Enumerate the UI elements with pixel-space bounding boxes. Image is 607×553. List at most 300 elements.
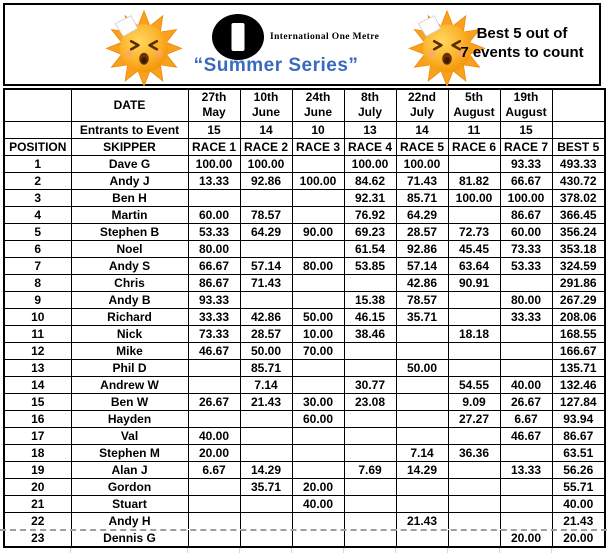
best-cell: 430.72: [552, 172, 605, 189]
table-row: [4, 189, 605, 206]
series-title: “Summer Series”: [193, 55, 359, 76]
race-cell: [448, 529, 500, 547]
faint-gridlines: [3, 548, 604, 553]
race-cell: [344, 427, 396, 444]
race-cell: 92.86: [240, 172, 292, 189]
race-header: RACE 6: [448, 138, 500, 155]
position-cell: 1: [4, 155, 71, 172]
race-cell: 60.00: [500, 223, 552, 240]
race-cell: [292, 291, 344, 308]
race-cell: 53.33: [188, 223, 240, 240]
race-cell: 35.71: [240, 478, 292, 495]
race-cell: [448, 461, 500, 478]
position-cell: 2: [4, 172, 71, 189]
race-cell: 27.27: [448, 410, 500, 427]
race-cell: 26.67: [188, 393, 240, 410]
race-cell: 80.00: [500, 291, 552, 308]
scoring-note-line1: Best 5 out of: [476, 25, 568, 42]
table-row: [4, 495, 605, 512]
skipper-cell: Ben H: [71, 189, 188, 206]
table-row: [4, 206, 605, 223]
skipper-header: SKIPPER: [71, 138, 188, 155]
date-cell: 5th August: [448, 89, 500, 121]
table-row: [4, 512, 605, 529]
empty-cell: [552, 121, 605, 138]
race-cell: 100.00: [396, 155, 448, 172]
race-cell: 72.73: [448, 223, 500, 240]
date-cell: 8th July: [344, 89, 396, 121]
race-cell: 21.43: [396, 512, 448, 529]
race-cell: 40.00: [292, 495, 344, 512]
skipper-cell: Stuart: [71, 495, 188, 512]
position-cell: 9: [4, 291, 71, 308]
table-row: [4, 529, 605, 547]
race-header: RACE 4: [344, 138, 396, 155]
table-row: [4, 393, 605, 410]
race-cell: 7.14: [240, 376, 292, 393]
race-cell: [292, 444, 344, 461]
results-head: [4, 89, 605, 155]
race-cell: [396, 427, 448, 444]
best-cell: 267.29: [552, 291, 605, 308]
position-cell: 19: [4, 461, 71, 478]
race-header: RACE 5: [396, 138, 448, 155]
best-cell: 93.94: [552, 410, 605, 427]
race-cell: 61.54: [344, 240, 396, 257]
best-cell: 86.67: [552, 427, 605, 444]
race-cell: 53.85: [344, 257, 396, 274]
race-cell: 38.46: [344, 325, 396, 342]
position-cell: 18: [4, 444, 71, 461]
race-cell: [344, 495, 396, 512]
scoring-note-line2: 7 events to count: [460, 44, 584, 61]
date-cell: 27th May: [188, 89, 240, 121]
race-cell: 100.00: [292, 172, 344, 189]
position-cell: 4: [4, 206, 71, 223]
race-cell: 21.43: [240, 393, 292, 410]
race-cell: 28.57: [396, 223, 448, 240]
skipper-cell: Andy S: [71, 257, 188, 274]
race-cell: 42.86: [396, 274, 448, 291]
race-cell: 78.57: [240, 206, 292, 223]
position-cell: 20: [4, 478, 71, 495]
race-cell: [344, 512, 396, 529]
skipper-cell: Andy J: [71, 172, 188, 189]
race-cell: [292, 274, 344, 291]
race-cell: 80.00: [188, 240, 240, 257]
entrants-cell: 13: [344, 121, 396, 138]
results-table: [3, 88, 606, 548]
race-cell: 92.31: [344, 189, 396, 206]
race-cell: 14.29: [240, 461, 292, 478]
race-cell: [448, 155, 500, 172]
race-cell: 76.92: [344, 206, 396, 223]
race-cell: [188, 410, 240, 427]
race-cell: 53.33: [500, 257, 552, 274]
table-row: [4, 291, 605, 308]
race-cell: 100.00: [344, 155, 396, 172]
skipper-cell: Val: [71, 427, 188, 444]
results-body: [4, 155, 605, 547]
race-cell: 9.09: [448, 393, 500, 410]
race-cell: [500, 359, 552, 376]
race-cell: [188, 478, 240, 495]
position-cell: 14: [4, 376, 71, 393]
race-cell: 26.67: [500, 393, 552, 410]
race-cell: [396, 393, 448, 410]
best-cell: 63.51: [552, 444, 605, 461]
best-cell: 324.59: [552, 257, 605, 274]
race-cell: 45.45: [448, 240, 500, 257]
race-cell: [188, 189, 240, 206]
skipper-cell: Martin: [71, 206, 188, 223]
race-cell: 36.36: [448, 444, 500, 461]
race-cell: [240, 444, 292, 461]
race-cell: [396, 495, 448, 512]
race-cell: 20.00: [500, 529, 552, 547]
entrants-cell: 14: [240, 121, 292, 138]
race-cell: [448, 291, 500, 308]
best-cell: 56.26: [552, 461, 605, 478]
table-row: [4, 461, 605, 478]
race-cell: 18.18: [448, 325, 500, 342]
race-cell: 33.33: [188, 308, 240, 325]
race-cell: [500, 342, 552, 359]
header-banner: [3, 3, 601, 86]
date-cell: 22nd July: [396, 89, 448, 121]
race-cell: 90.00: [292, 223, 344, 240]
race-cell: 70.00: [292, 342, 344, 359]
race-cell: [500, 512, 552, 529]
skipper-cell: Chris: [71, 274, 188, 291]
best-cell: 493.33: [552, 155, 605, 172]
race-cell: 46.67: [500, 427, 552, 444]
race-cell: 46.15: [344, 308, 396, 325]
race-cell: 100.00: [448, 189, 500, 206]
race-cell: [448, 206, 500, 223]
race-header: RACE 2: [240, 138, 292, 155]
race-cell: 33.33: [500, 308, 552, 325]
skipper-cell: Phil D: [71, 359, 188, 376]
race-cell: [240, 291, 292, 308]
race-cell: [500, 478, 552, 495]
race-cell: 46.67: [188, 342, 240, 359]
race-cell: [240, 410, 292, 427]
race-cell: [396, 325, 448, 342]
skipper-cell: Gordon: [71, 478, 188, 495]
race-cell: 6.67: [188, 461, 240, 478]
race-cell: 92.86: [396, 240, 448, 257]
position-cell: 10: [4, 308, 71, 325]
race-header: RACE 3: [292, 138, 344, 155]
race-cell: 42.86: [240, 308, 292, 325]
entrants-cell: 15: [500, 121, 552, 138]
table-row: [4, 427, 605, 444]
skipper-cell: Noel: [71, 240, 188, 257]
best-cell: 20.00: [552, 529, 605, 547]
table-row: [4, 257, 605, 274]
race-cell: [448, 495, 500, 512]
race-cell: [188, 529, 240, 547]
table-row: [4, 155, 605, 172]
race-cell: [500, 444, 552, 461]
race-cell: [240, 189, 292, 206]
best-cell: 366.45: [552, 206, 605, 223]
race-cell: [188, 376, 240, 393]
skipper-cell: Stephen M: [71, 444, 188, 461]
race-cell: [240, 512, 292, 529]
race-cell: 100.00: [240, 155, 292, 172]
position-cell: 12: [4, 342, 71, 359]
column-header-row: [4, 138, 605, 155]
race-cell: 84.62: [344, 172, 396, 189]
race-cell: 57.14: [240, 257, 292, 274]
iom-logo-text: International One Metre: [270, 32, 380, 42]
race-cell: 40.00: [188, 427, 240, 444]
position-cell: 11: [4, 325, 71, 342]
race-cell: [500, 325, 552, 342]
entrants-cell: 10: [292, 121, 344, 138]
race-cell: [240, 427, 292, 444]
best-cell: 21.43: [552, 512, 605, 529]
best5-header: BEST 5: [552, 138, 605, 155]
race-cell: 73.33: [188, 325, 240, 342]
iom-logo-letter-i: [232, 23, 245, 51]
race-cell: [188, 495, 240, 512]
position-cell: 3: [4, 189, 71, 206]
race-cell: 50.00: [240, 342, 292, 359]
table-row: [4, 223, 605, 240]
race-cell: 100.00: [188, 155, 240, 172]
race-cell: [292, 240, 344, 257]
skipper-cell: Mike: [71, 342, 188, 359]
race-cell: 30.00: [292, 393, 344, 410]
race-cell: 85.71: [240, 359, 292, 376]
position-cell: 8: [4, 274, 71, 291]
skipper-cell: Alan J: [71, 461, 188, 478]
race-cell: [396, 410, 448, 427]
page-break-line: [0, 529, 607, 531]
race-cell: [448, 478, 500, 495]
date-cell: 19th August: [500, 89, 552, 121]
race-cell: 66.67: [500, 172, 552, 189]
date-label-cell: DATE: [71, 89, 188, 121]
race-cell: [292, 359, 344, 376]
race-cell: [448, 359, 500, 376]
entrants-row: [4, 121, 605, 138]
race-cell: 7.69: [344, 461, 396, 478]
skipper-cell: Ben W: [71, 393, 188, 410]
position-header: POSITION: [4, 138, 71, 155]
race-cell: 85.71: [396, 189, 448, 206]
skipper-cell: Andy H: [71, 512, 188, 529]
race-cell: [292, 512, 344, 529]
table-row: [4, 342, 605, 359]
race-cell: [344, 342, 396, 359]
race-cell: 20.00: [188, 444, 240, 461]
skipper-cell: Nick: [71, 325, 188, 342]
empty-cell: [4, 89, 71, 121]
position-cell: 23: [4, 529, 71, 547]
best-cell: 166.67: [552, 342, 605, 359]
date-cell: 10th June: [240, 89, 292, 121]
race-cell: 73.33: [500, 240, 552, 257]
position-cell: 7: [4, 257, 71, 274]
best-cell: 55.71: [552, 478, 605, 495]
race-header: RACE 1: [188, 138, 240, 155]
race-cell: 71.43: [240, 274, 292, 291]
race-cell: [292, 529, 344, 547]
race-cell: 93.33: [188, 291, 240, 308]
race-cell: 64.29: [396, 206, 448, 223]
race-cell: [500, 274, 552, 291]
race-cell: [292, 189, 344, 206]
race-cell: 60.00: [292, 410, 344, 427]
race-cell: [292, 155, 344, 172]
race-cell: 40.00: [500, 376, 552, 393]
best-cell: 135.71: [552, 359, 605, 376]
race-cell: [292, 427, 344, 444]
entrants-cell: 11: [448, 121, 500, 138]
race-cell: 71.43: [396, 172, 448, 189]
position-cell: 13: [4, 359, 71, 376]
entrants-cell: 15: [188, 121, 240, 138]
race-cell: [188, 512, 240, 529]
empty-cell: [552, 89, 605, 121]
race-cell: 80.00: [292, 257, 344, 274]
date-row: [4, 89, 605, 121]
table-row: [4, 444, 605, 461]
race-cell: [448, 342, 500, 359]
race-cell: 81.82: [448, 172, 500, 189]
skipper-cell: Stephen B: [71, 223, 188, 240]
race-cell: 10.00: [292, 325, 344, 342]
date-cell: 24th June: [292, 89, 344, 121]
iom-logo-icon: [212, 14, 264, 60]
position-cell: 22: [4, 512, 71, 529]
race-cell: 69.23: [344, 223, 396, 240]
skipper-cell: Dave G: [71, 155, 188, 172]
best-cell: 353.18: [552, 240, 605, 257]
race-cell: 90.91: [448, 274, 500, 291]
race-cell: 57.14: [396, 257, 448, 274]
race-cell: [448, 512, 500, 529]
race-cell: [396, 342, 448, 359]
best-cell: 378.02: [552, 189, 605, 206]
race-cell: 86.67: [188, 274, 240, 291]
sneezing-sun-icon: [100, 6, 188, 86]
race-cell: [240, 529, 292, 547]
race-cell: 20.00: [292, 478, 344, 495]
race-cell: 7.14: [396, 444, 448, 461]
position-cell: 5: [4, 223, 71, 240]
race-cell: [396, 478, 448, 495]
race-cell: [344, 478, 396, 495]
race-header: RACE 7: [500, 138, 552, 155]
race-cell: [292, 376, 344, 393]
race-cell: [292, 461, 344, 478]
race-cell: 93.33: [500, 155, 552, 172]
entrants-label-cell: Entrants to Event: [71, 121, 188, 138]
best-cell: 291.86: [552, 274, 605, 291]
race-cell: 15.38: [344, 291, 396, 308]
race-cell: [344, 410, 396, 427]
race-cell: 23.08: [344, 393, 396, 410]
race-cell: [292, 206, 344, 223]
table-row: [4, 240, 605, 257]
best-cell: 168.55: [552, 325, 605, 342]
race-cell: 78.57: [396, 291, 448, 308]
race-cell: [344, 274, 396, 291]
skipper-cell: Dennis G: [71, 529, 188, 547]
race-cell: [396, 529, 448, 547]
race-cell: [240, 495, 292, 512]
race-cell: [240, 240, 292, 257]
skipper-cell: Hayden: [71, 410, 188, 427]
race-cell: [396, 376, 448, 393]
skipper-cell: Andy B: [71, 291, 188, 308]
race-cell: [448, 308, 500, 325]
race-cell: [448, 427, 500, 444]
best-cell: 40.00: [552, 495, 605, 512]
race-cell: 64.29: [240, 223, 292, 240]
race-cell: [500, 495, 552, 512]
race-cell: 6.67: [500, 410, 552, 427]
race-cell: 66.67: [188, 257, 240, 274]
race-cell: 100.00: [500, 189, 552, 206]
race-cell: 86.67: [500, 206, 552, 223]
race-cell: 50.00: [292, 308, 344, 325]
race-cell: 13.33: [188, 172, 240, 189]
race-cell: [344, 444, 396, 461]
race-cell: 35.71: [396, 308, 448, 325]
race-cell: 13.33: [500, 461, 552, 478]
position-cell: 16: [4, 410, 71, 427]
race-cell: [188, 359, 240, 376]
best-cell: 127.84: [552, 393, 605, 410]
race-cell: 60.00: [188, 206, 240, 223]
skipper-cell: Richard: [71, 308, 188, 325]
empty-cell: [4, 121, 71, 138]
race-cell: 50.00: [396, 359, 448, 376]
race-cell: 63.64: [448, 257, 500, 274]
position-cell: 17: [4, 427, 71, 444]
race-cell: [344, 529, 396, 547]
position-cell: 6: [4, 240, 71, 257]
table-row: [4, 172, 605, 189]
best-cell: 356.24: [552, 223, 605, 240]
race-cell: [344, 359, 396, 376]
race-cell: 30.77: [344, 376, 396, 393]
table-row: [4, 410, 605, 427]
table-row: [4, 274, 605, 291]
race-cell: 54.55: [448, 376, 500, 393]
table-row: [4, 376, 605, 393]
table-row: [4, 359, 605, 376]
best-cell: 208.06: [552, 308, 605, 325]
position-cell: 21: [4, 495, 71, 512]
race-cell: 14.29: [396, 461, 448, 478]
entrants-cell: 14: [396, 121, 448, 138]
race-cell: 28.57: [240, 325, 292, 342]
table-row: [4, 325, 605, 342]
scoring-note: [451, 24, 593, 62]
table-row: [4, 478, 605, 495]
skipper-cell: Andrew W: [71, 376, 188, 393]
best-cell: 132.46: [552, 376, 605, 393]
position-cell: 15: [4, 393, 71, 410]
table-row: [4, 308, 605, 325]
